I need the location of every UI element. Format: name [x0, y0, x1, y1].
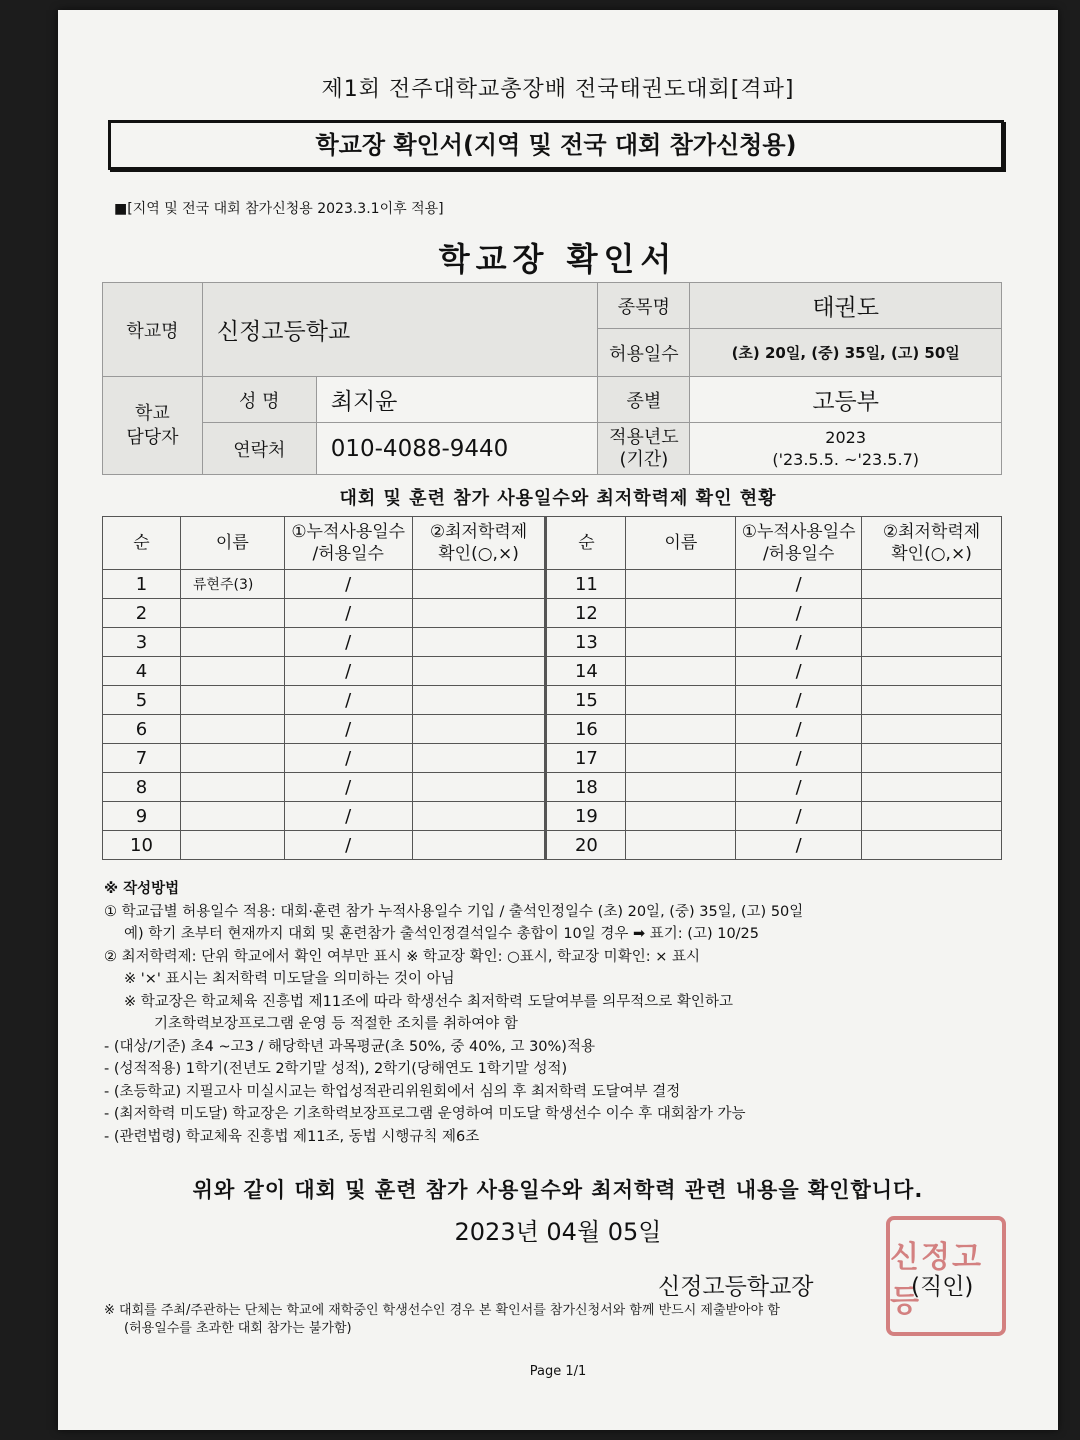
table-row — [103, 657, 1002, 686]
instruction-line: - (초등학교) 지필고사 미실시교는 학업성적관리위원회에서 심의 후 최저학력 도달여부 결정 — [104, 1083, 681, 1100]
row-used-right: / — [736, 744, 862, 773]
instruction-line: ② 최저학력제: 단위 학교에서 확인 여부만 표시 ※ 학교장 확인: ○표시, 학교장 미확인: × 표시 — [104, 948, 700, 965]
table-row — [103, 744, 1002, 773]
instruction-line: - (최저학력 미도달) 학교장은 기초학력보장프로그램 운영하여 미도달 학생선수 이수 후 대회참가 가능 — [104, 1106, 746, 1122]
row-used-right: / — [736, 686, 862, 715]
class-value: 고등부 — [690, 377, 1002, 423]
row-check-left — [412, 628, 546, 657]
row-num-right: 13 — [546, 628, 626, 657]
row-used-left: / — [284, 628, 412, 657]
official-seal: 신정고등 — [886, 1216, 1006, 1336]
header-used-left: ①누적사용일수 /허용일수 — [284, 517, 412, 570]
row-check-right — [862, 773, 1002, 802]
row-num-left: 8 — [103, 773, 181, 802]
header-num-left: 순 — [103, 517, 181, 570]
instruction-line: ※ '×' 표시는 최저학력 미도달을 의미하는 것이 아님 — [124, 971, 455, 987]
row-check-left — [412, 802, 546, 831]
instructions — [104, 878, 1004, 1148]
section-title: 대회 및 훈련 참가 사용일수와 최저학력제 확인 현황 — [339, 488, 777, 509]
table-row — [103, 686, 1002, 715]
allowed-days-value: (초) 20일, (중) 35일, (고) 50일 — [690, 329, 1002, 377]
row-used-left: / — [284, 715, 412, 744]
instruction-line: ① 학교급별 허용일수 적용: 대회·훈련 참가 누적사용일수 기입 / 출석인정일수 (초) 20일, (중) 35일, (고) 50일 — [104, 903, 804, 920]
row-num-left: 10 — [103, 831, 181, 860]
year-cell — [690, 423, 1002, 475]
instruction-line: 예) 학기 초부터 현재까지 대회 및 훈련참가 출석인정결석일수 총합이 10일 경우 ➡ 표기: (고) 10/25 — [124, 926, 760, 942]
instruction-line: ※ 학교장은 학교체육 진흥법 제11조에 따라 학생선수 최저학력 도달여부를 의무적으로 확인하고 — [124, 993, 733, 1010]
row-num-right: 17 — [546, 744, 626, 773]
row-used-right: / — [736, 831, 862, 860]
contact-label: 학교 담당자 — [103, 377, 203, 475]
row-num-left: 7 — [103, 744, 181, 773]
instruction-line: - (성적적용) 1학기(전년도 2학기말 성적), 2학기(당해연도 1학기말 성적) — [104, 1061, 568, 1077]
form-title-box: 학교장 확인서(지역 및 전국 대회 참가신청용) — [108, 120, 1004, 170]
row-num-right: 11 — [546, 570, 626, 599]
row-used-right: / — [736, 570, 862, 599]
header-check-left: ②최저학력제 확인(○,×) — [412, 517, 546, 570]
row-check-right — [862, 831, 1002, 860]
name-label: 성 명 — [202, 377, 316, 423]
row-used-left: / — [284, 744, 412, 773]
row-name-right — [626, 570, 736, 599]
row-name-left — [180, 802, 284, 831]
row-name-right — [626, 628, 736, 657]
info-table — [102, 282, 1002, 475]
row-check-right — [862, 570, 1002, 599]
footnote-line: ※ 대회를 주최/주관하는 단체는 학교에 재학중인 학생선수인 경우 본 확인서를 참가신청서와 함께 반드시 제출받아야 함 — [104, 1303, 780, 1318]
row-check-left — [412, 831, 546, 860]
row-used-left: / — [284, 773, 412, 802]
period-value: ('23.5.5. ~'23.5.7) — [772, 449, 919, 469]
row-name-left — [180, 715, 284, 744]
applicability-note: ■[지역 및 전국 대회 참가신청용 2023.3.1이후 적용] — [114, 201, 444, 217]
row-num-right: 15 — [546, 686, 626, 715]
row-num-left: 2 — [103, 599, 181, 628]
header-check-right: ②최저학력제 확인(○,×) — [862, 517, 1002, 570]
table-row — [103, 802, 1002, 831]
contact-name-value: 최지윤 — [316, 377, 598, 423]
row-check-left — [412, 686, 546, 715]
row-name-left — [180, 744, 284, 773]
records-table — [102, 516, 1002, 860]
row-name-left — [180, 657, 284, 686]
document-page — [58, 10, 1058, 1430]
header-used-right: ①누적사용일수 /허용일수 — [736, 517, 862, 570]
row-num-right: 19 — [546, 802, 626, 831]
row-used-left: / — [284, 599, 412, 628]
row-name-right — [626, 686, 736, 715]
row-num-left: 4 — [103, 657, 181, 686]
document-title: 학교장 확인서 — [438, 240, 678, 278]
header-name-right: 이름 — [626, 517, 736, 570]
row-name-right — [626, 831, 736, 860]
row-used-right: / — [736, 773, 862, 802]
row-name-right — [626, 715, 736, 744]
row-used-left: / — [284, 802, 412, 831]
allowed-days-label: 허용일수 — [598, 329, 690, 377]
header-name-left: 이름 — [180, 517, 284, 570]
row-name-left — [180, 831, 284, 860]
row-used-right: / — [736, 657, 862, 686]
table-row — [103, 628, 1002, 657]
table-row — [103, 570, 1002, 599]
instruction-line: - (관련법령) 학교체육 진흥법 제11조, 동법 시행규칙 제6조 — [104, 1128, 480, 1145]
row-check-right — [862, 599, 1002, 628]
principal-name: 신정고등학교장 — [658, 1274, 814, 1300]
footnote-line: (허용일수를 초과한 대회 참가는 불가함) — [124, 1321, 352, 1336]
instruction-line: - (대상/기준) 초4 ~고3 / 해당학년 과목평균(초 50%, 중 40%, 고 30%)적용 — [104, 1038, 595, 1055]
row-name-right — [626, 773, 736, 802]
row-name-right — [626, 657, 736, 686]
phone-label: 연락처 — [202, 423, 316, 475]
row-num-right: 12 — [546, 599, 626, 628]
row-used-left: / — [284, 657, 412, 686]
footnote — [104, 1302, 1024, 1338]
table-row — [103, 599, 1002, 628]
row-check-right — [862, 657, 1002, 686]
row-num-right: 20 — [546, 831, 626, 860]
row-used-right: / — [736, 715, 862, 744]
event-value: 태권도 — [690, 283, 1002, 329]
instructions-heading: ※ 작성방법 — [104, 881, 180, 897]
phone-value: 010-4088-9440 — [316, 423, 598, 475]
table-row — [103, 715, 1002, 744]
row-used-left: / — [284, 686, 412, 715]
row-num-left: 1 — [103, 570, 181, 599]
event-title: 제1회 전주대학교총장배 전국태권도대회[격파] — [321, 77, 795, 102]
row-name-right — [626, 744, 736, 773]
row-name-left — [180, 773, 284, 802]
school-label: 학교명 — [103, 283, 203, 377]
seal-label: (직인) — [911, 1274, 974, 1300]
row-check-right — [862, 628, 1002, 657]
row-check-left — [412, 715, 546, 744]
school-value: 신정고등학교 — [202, 283, 598, 377]
row-num-right: 14 — [546, 657, 626, 686]
row-num-left: 5 — [103, 686, 181, 715]
row-check-right — [862, 744, 1002, 773]
header-num-right: 순 — [546, 517, 626, 570]
row-name-right — [626, 802, 736, 831]
row-name-left — [180, 599, 284, 628]
row-check-left — [412, 570, 546, 599]
page-number: Page 1/1 — [529, 1364, 587, 1379]
event-label: 종목명 — [598, 283, 690, 329]
table-row — [103, 831, 1002, 860]
table-row — [103, 773, 1002, 802]
row-used-right: / — [736, 802, 862, 831]
row-name-left — [180, 686, 284, 715]
row-num-right: 16 — [546, 715, 626, 744]
row-num-left: 9 — [103, 802, 181, 831]
row-num-right: 18 — [546, 773, 626, 802]
instruction-line: 기초학력보장프로그램 운영 등 적절한 조치를 취하여야 함 — [154, 1016, 518, 1032]
year-label: 적용년도 (기간) — [598, 423, 690, 475]
row-check-left — [412, 599, 546, 628]
class-label: 종별 — [598, 377, 690, 423]
row-name-left: 류현주(3) — [180, 570, 284, 599]
row-check-right — [862, 715, 1002, 744]
row-used-left: / — [284, 570, 412, 599]
row-check-left — [412, 773, 546, 802]
row-used-left: / — [284, 831, 412, 860]
row-num-left: 3 — [103, 628, 181, 657]
row-name-left — [180, 628, 284, 657]
row-name-right — [626, 599, 736, 628]
row-check-right — [862, 802, 1002, 831]
row-used-right: / — [736, 599, 862, 628]
row-check-left — [412, 744, 546, 773]
confirmation-text: 위와 같이 대회 및 훈련 참가 사용일수와 최저학력 관련 내용을 확인합니다. — [192, 1178, 924, 1202]
row-used-right: / — [736, 628, 862, 657]
year-value: 2023 — [825, 427, 867, 447]
row-check-left — [412, 657, 546, 686]
row-num-left: 6 — [103, 715, 181, 744]
issue-date: 2023년 04월 05일 — [454, 1218, 662, 1246]
row-check-right — [862, 686, 1002, 715]
